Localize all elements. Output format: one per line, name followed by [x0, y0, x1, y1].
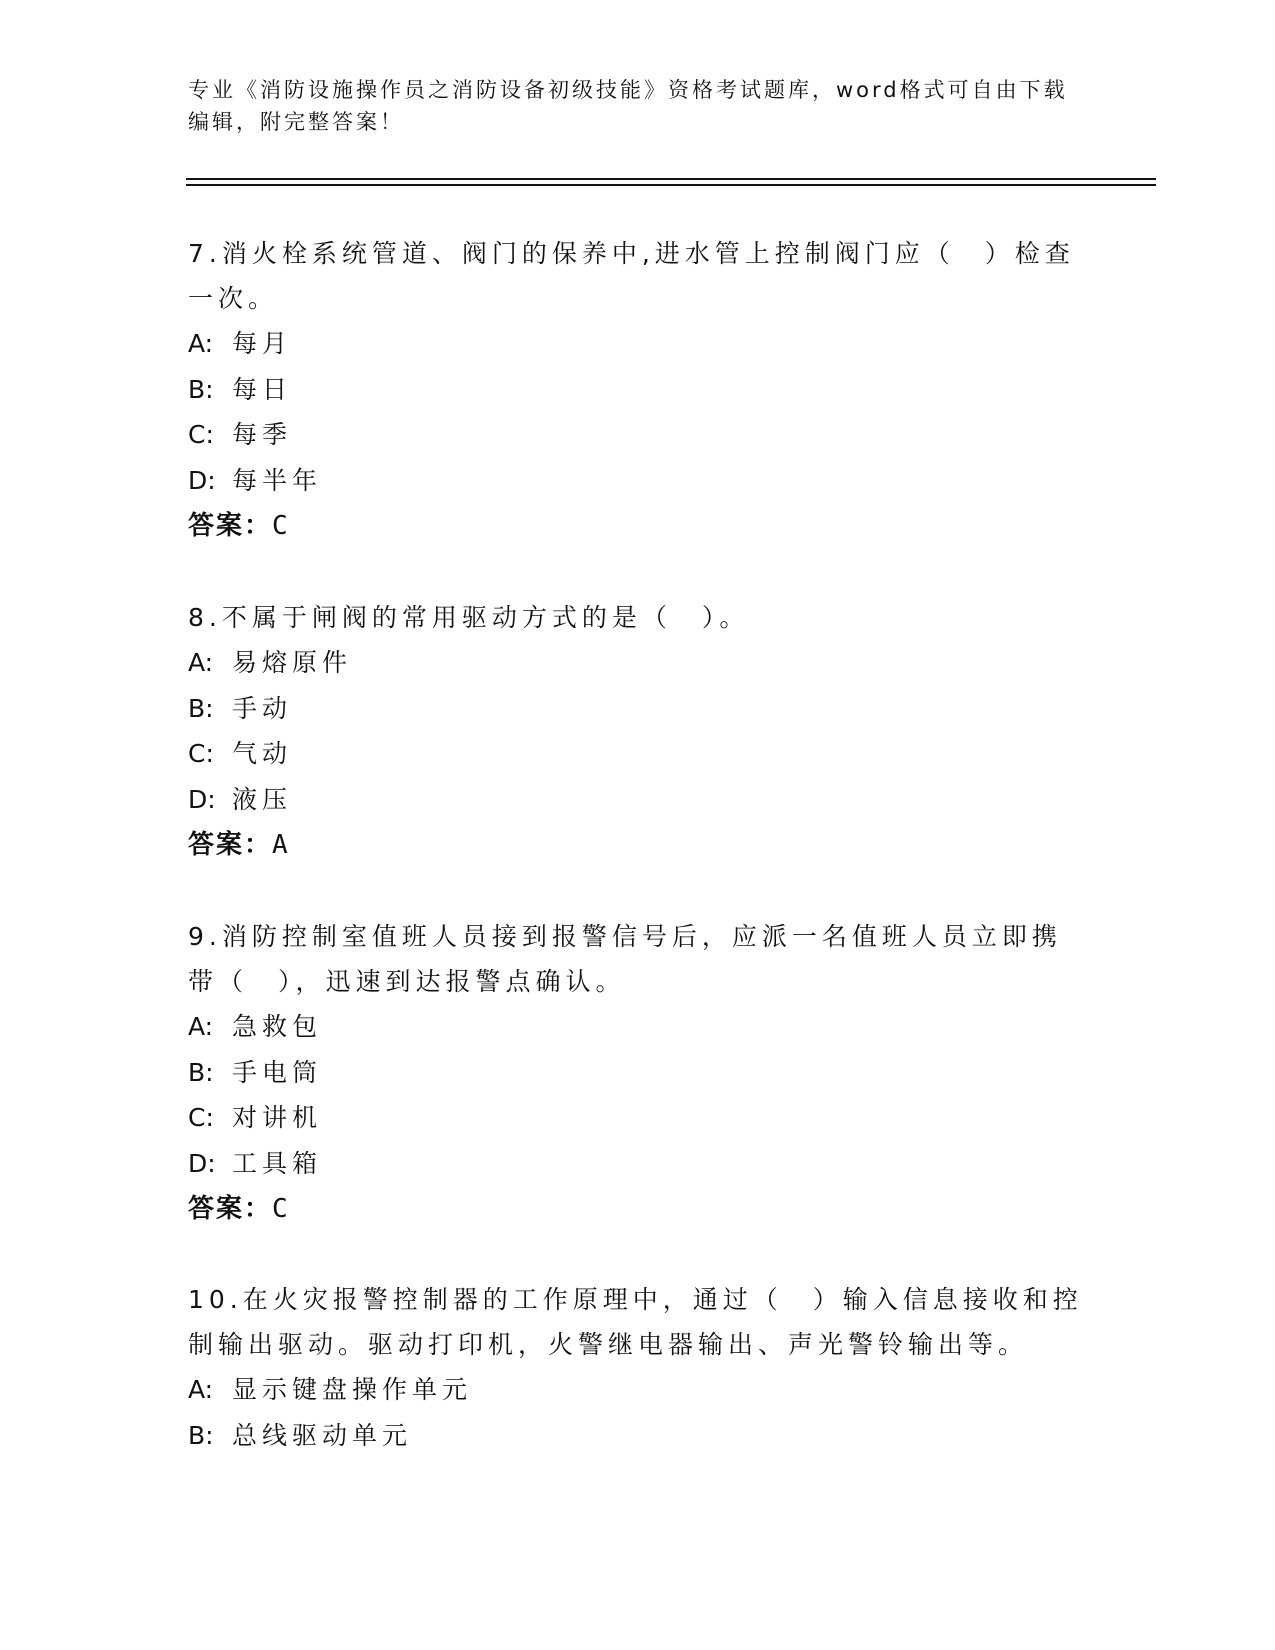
- option-b: [188, 1050, 1088, 1096]
- question-stem: 8.不属于闸阀的常用驱动方式的是（ ）。: [188, 603, 750, 632]
- option-b: [188, 686, 1088, 732]
- option-letter: D:: [188, 465, 216, 495]
- question-8: [188, 595, 1088, 868]
- header-divider-top: [186, 178, 1156, 180]
- option-b: [188, 1413, 1088, 1459]
- option-d: [188, 458, 1088, 504]
- option-c: [188, 1095, 1088, 1141]
- option-text: 总线驱动单元: [232, 1420, 413, 1450]
- option-text: 每半年: [232, 465, 323, 495]
- answer-line: [188, 1186, 1088, 1232]
- option-letter: C:: [188, 420, 214, 449]
- option-letter: B:: [188, 374, 214, 404]
- option-text: 每季: [232, 420, 293, 449]
- answer-label: 答案：: [188, 830, 273, 860]
- option-text: 液压: [232, 784, 293, 814]
- option-text: 易熔原件: [232, 648, 353, 677]
- option-b: [188, 367, 1088, 413]
- answer-line: [188, 503, 1088, 549]
- document-header: 专业《消防设施操作员之消防设备初级技能》资格考试题库，word格式可自由下载编辑，附完整答案！: [188, 78, 1068, 134]
- option-text: 工具箱: [232, 1148, 323, 1178]
- option-letter: A:: [188, 1375, 214, 1404]
- option-text: 手动: [232, 693, 293, 723]
- answer-value: A: [272, 830, 290, 860]
- option-d: [188, 777, 1088, 823]
- answer-label: 答案：: [188, 511, 273, 541]
- option-letter: A:: [188, 329, 214, 358]
- option-letter: B:: [188, 1057, 214, 1087]
- question-10: [188, 1277, 1088, 1458]
- question-stem: 7.消火栓系统管道、阀门的保养中,进水管上控制阀门应（ ）检查一次。: [188, 239, 1075, 313]
- option-a: [188, 1367, 1088, 1413]
- question-stem: 10.在火灾报警控制器的工作原理中，通过（ ）输入信息接收和控制输出驱动。驱动打印机，火警继电器输出、声光警铃输出等。: [188, 1285, 1083, 1359]
- option-text: 手电筒: [232, 1057, 323, 1087]
- option-letter: A:: [188, 648, 214, 677]
- option-letter: D:: [188, 1148, 216, 1178]
- option-text: 显示键盘操作单元: [232, 1375, 473, 1404]
- answer-value: C: [272, 1194, 290, 1224]
- option-letter: B:: [188, 693, 214, 723]
- question-stem: 9.消防控制室值班人员接到报警信号后，应派一名值班人员立即携带（ ），迅速到达报警点确认。: [188, 922, 1062, 996]
- answer-line: [188, 822, 1088, 868]
- option-letter: C:: [188, 739, 214, 768]
- option-c: [188, 412, 1088, 458]
- option-letter: B:: [188, 1420, 214, 1450]
- option-letter: A:: [188, 1012, 214, 1041]
- option-letter: C:: [188, 1103, 214, 1132]
- answer-label: 答案：: [188, 1194, 273, 1224]
- option-c: [188, 731, 1088, 777]
- option-text: 急救包: [232, 1012, 323, 1041]
- header-divider-bottom: [186, 184, 1156, 186]
- option-a: [188, 1004, 1088, 1050]
- option-d: [188, 1141, 1088, 1187]
- answer-value: C: [272, 511, 290, 541]
- option-text: 气动: [232, 739, 293, 768]
- option-text: 每日: [232, 374, 293, 404]
- option-a: [188, 640, 1088, 686]
- question-9: [188, 914, 1088, 1232]
- option-text: 对讲机: [232, 1103, 323, 1132]
- option-a: [188, 321, 1088, 367]
- option-text: 每月: [232, 329, 293, 358]
- option-letter: D:: [188, 784, 216, 814]
- question-7: [188, 231, 1088, 549]
